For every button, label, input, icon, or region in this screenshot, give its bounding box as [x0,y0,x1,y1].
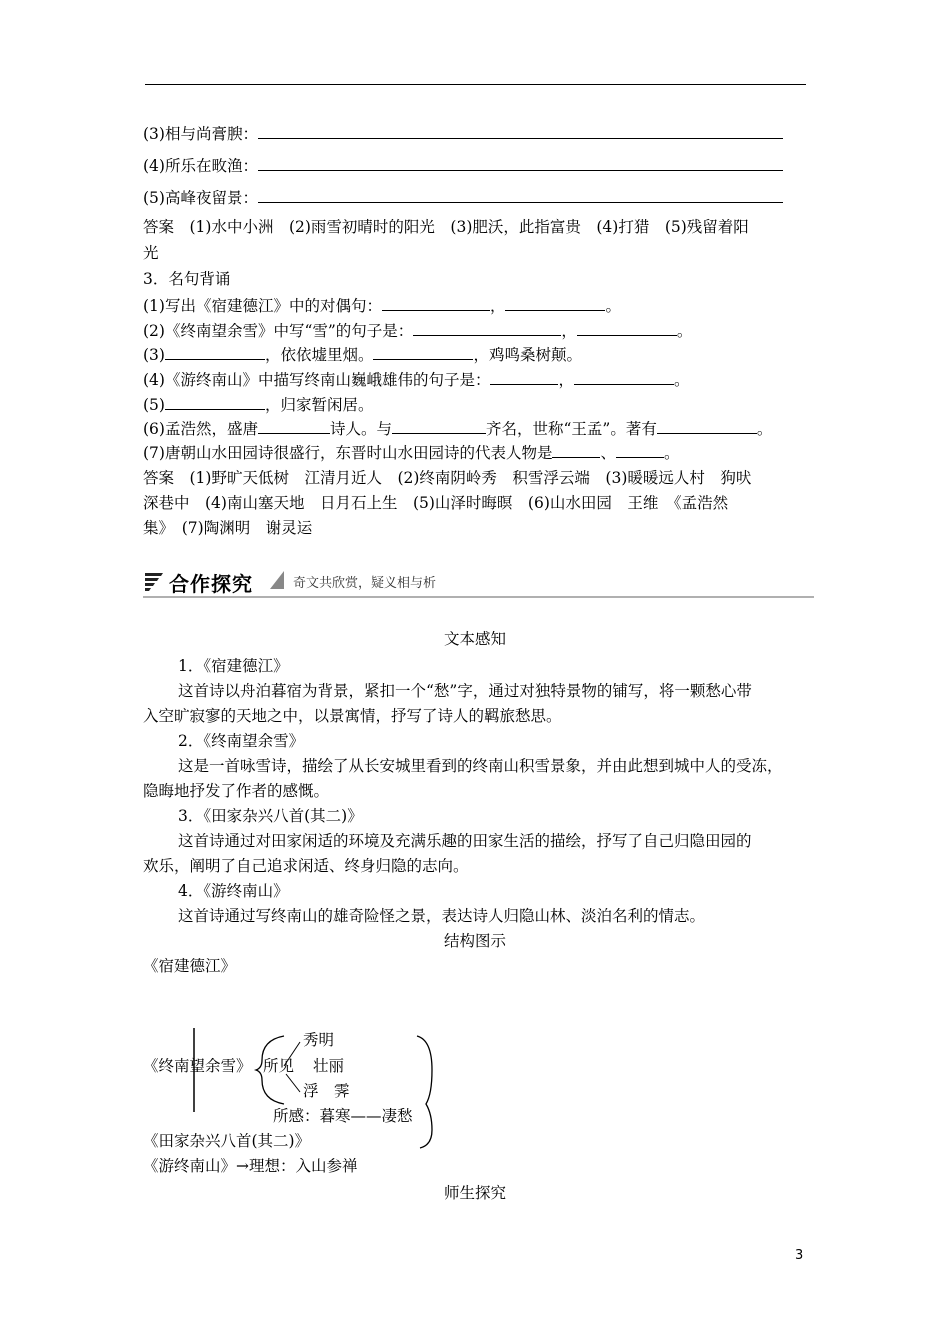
poem-title: 《终南望余雪》 [143,1057,252,1075]
paragraph-text: 这是一首咏雪诗，描绘了从长安城里看到的终南山积雪景象，并由此想到城中人的受冻， [178,757,783,775]
question-4: (4)《游终南山》中描写终南山巍峨雄伟的句子是： ， 。 [143,368,690,391]
answer-text: 光 [143,244,159,262]
seen-item: 秀明 [303,1031,335,1049]
paragraph-title: 3．《田家杂兴八首(其二)》 [178,807,363,825]
section-heading: 结构图示 [443,932,506,950]
item-label: (3)相与尚膏腴： [143,125,258,143]
section-heading: 文本感知 [443,630,506,648]
poem-title: 《田家杂兴八首(其二)》 [143,1132,311,1150]
question-6: (6)孟浩然，盛唐 诗人。与 齐名，世称“王孟”。著有 。 [143,417,772,440]
exercise-heading: 3．名句背诵 [143,270,231,288]
seen-item: 壮丽 [313,1057,345,1075]
item-label: (4)所乐在畋渔： [143,157,258,175]
answer-text: 答案 (1)野旷天低树 江清月近人 (2)终南阴岭秀 积雪浮云端 (3)暖暖远人村 狗吠 [143,469,752,487]
paragraph-text: 这首诗通过写终南山的雄奇险怪之景，表达诗人归隐山林、淡泊名利的情志。 [178,907,706,925]
right-brace [417,1036,432,1148]
paragraph-title: 1．《宿建德江》 [178,657,289,675]
paragraph-text: 这首诗通过对田家闲适的环境及充满乐趣的田家生活的描绘，抒写了自己归隐田园的 [178,832,752,850]
paragraph-text: 入空旷寂寥的天地之中，以景寓情，抒写了诗人的羁旅愁思。 [143,707,562,725]
paragraph-title: 2．《终南望余雪》 [178,732,305,750]
answer-text: 深巷中 (4)南山塞天地 日月石上生 (5)山泽时晦暝 (6)山水田园 王维 《孟浩然 [143,494,729,512]
question-2: (2)《终南望余雪》中写“雪”的句子是： ， 。 [143,319,692,342]
poem-title: 《宿建德江》 [143,957,237,975]
answer-text: 答案 (1)水中小洲 (2)雨雪初晴时的阳光 (3)肥沃，此指富贵 (4)打猎 (5)残留着阳 [143,218,749,236]
answer-text: 集》 (7)陶渊明 谢灵运 [143,519,313,537]
seen-label: 所见 [263,1057,295,1075]
paragraph-text: 欢乐，阐明了自己追求闲适、终身归隐的志向。 [143,857,469,875]
banner-title: 合作探究 [169,572,253,596]
section-heading: 师生探究 [443,1184,506,1202]
question-5: (5) ，归家暂闲居。 [143,393,373,416]
question-3: (3) ，依依墟里烟。 ，鸡鸣桑树颠。 [143,343,582,366]
poem-ideal: 《游终南山》→理想：入山参禅 [143,1157,358,1175]
banner-subtitle: 奇文共欣赏，疑义相与析 [293,576,437,591]
page-number: 3 [795,1248,804,1263]
felt-text: 所感：暮寒——凄愁 [273,1107,413,1125]
paragraph-text: 这首诗以舟泊暮宿为背景，紧扣一个“愁”字，通过对独特景物的铺写，将一颗愁心带 [178,682,752,700]
paragraph-text: 隐晦地抒发了作者的感慨。 [143,782,330,800]
paragraph-title: 4．《游终南山》 [178,882,289,900]
item-label: (5)高峰夜留景： [143,189,258,207]
seen-item: 浮 霁 [303,1082,350,1100]
question-7: (7)唐朝山水田园诗很盛行，东晋时山水田园诗的代表人物是 、 。 [143,441,680,464]
question-1: (1)写出《宿建德江》中的对偶句： ， 。 [143,294,621,317]
